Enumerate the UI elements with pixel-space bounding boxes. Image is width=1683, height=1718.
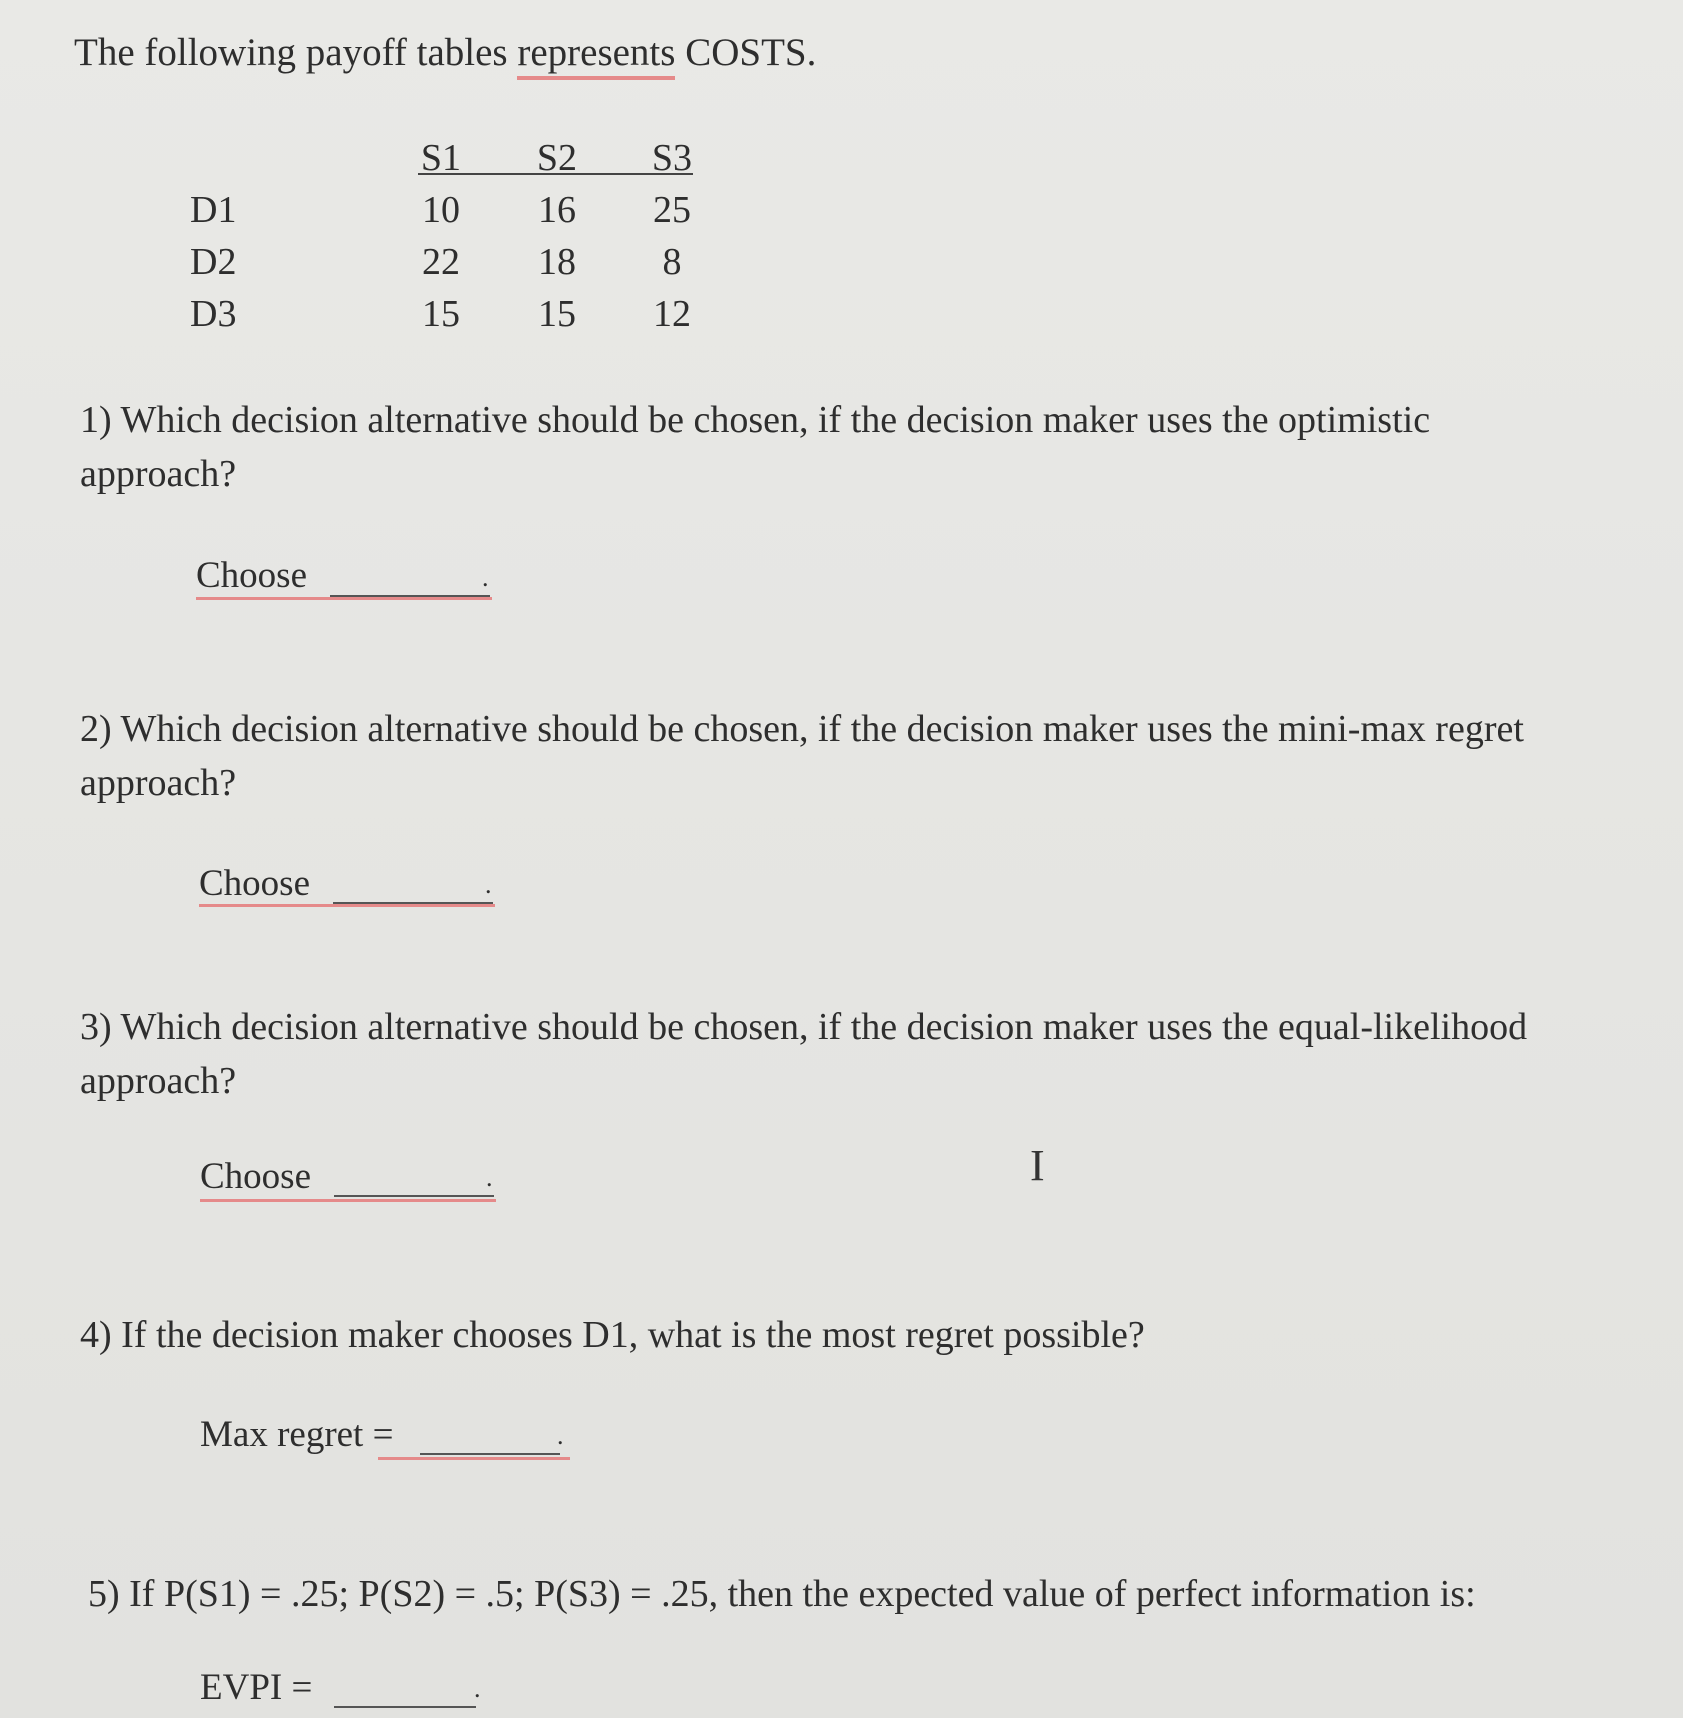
answer-4-spellcheck-underline	[378, 1457, 570, 1460]
cell-d1-s3: 25	[653, 189, 691, 231]
column-header-s1: S1	[420, 137, 462, 179]
answer-2-period: .	[485, 870, 492, 899]
column-header-s2: S2	[536, 137, 578, 179]
answer-3-blank[interactable]	[334, 1195, 494, 1197]
question-5-line1: 5) If P(S1) = .25; P(S2) = .5; P(S3) = .25, then the expected value of perfect information is:	[88, 1573, 1476, 1615]
question-3-line2: approach?	[80, 1060, 237, 1102]
text-cursor-icon: I	[1030, 1141, 1045, 1190]
answer-2-label: Choose	[199, 863, 310, 904]
answer-3-label: Choose	[200, 1156, 311, 1197]
answer-4-period: .	[557, 1421, 564, 1450]
column-header-s3: S3	[651, 137, 693, 179]
cell-d3-s2: 15	[538, 293, 576, 335]
question-4	[80, 1308, 1145, 1362]
answer-1-period: .	[482, 563, 489, 592]
answer-5-blank[interactable]	[334, 1706, 476, 1708]
cell-d3-s3: 12	[653, 293, 691, 335]
cell-d1-s2: 16	[538, 189, 576, 231]
question-4-line1: 4) If the decision maker chooses D1, what is the most regret possible?	[80, 1314, 1145, 1356]
answer-5-period: .	[474, 1674, 481, 1703]
row-label-d2: D2	[190, 241, 237, 283]
title-suffix: COSTS.	[685, 31, 817, 74]
question-2	[80, 702, 1524, 810]
answer-4-label: Max regret =	[200, 1414, 394, 1455]
answer-3-period: .	[486, 1163, 493, 1192]
cell-d2-s1: 22	[422, 241, 460, 283]
answer-1-label: Choose	[196, 555, 307, 596]
title-prefix: The following payoff tables	[74, 31, 508, 74]
cell-d2-s2: 18	[538, 241, 576, 283]
row-label-d1: D1	[190, 189, 237, 231]
cell-d1-s1: 10	[422, 189, 460, 231]
answer-2-spellcheck-underline	[199, 904, 495, 907]
question-3-line1: 3) Which decision alternative should be chosen, if the decision maker uses the equal-likelihood	[80, 1006, 1528, 1048]
question-2-line2: approach?	[80, 762, 237, 804]
cell-d3-s1: 15	[422, 293, 460, 335]
answer-4-blank[interactable]	[420, 1453, 560, 1455]
title-underlined-word: represents	[517, 31, 675, 80]
question-2-line1: 2) Which decision alternative should be chosen, if the decision maker uses the mini-max regret	[80, 708, 1524, 750]
answer-5-label: EVPI =	[200, 1667, 313, 1708]
answer-3-spellcheck-underline	[200, 1199, 496, 1202]
header-divider	[418, 173, 693, 175]
question-1	[80, 393, 1430, 501]
question-1-line2: approach?	[80, 453, 237, 495]
page-title	[74, 30, 816, 75]
row-label-d3: D3	[190, 293, 237, 335]
cell-d2-s3: 8	[662, 241, 682, 283]
question-5	[88, 1567, 1476, 1621]
question-3	[80, 1000, 1527, 1108]
answer-1-spellcheck-underline	[196, 597, 492, 600]
question-1-line1: 1) Which decision alternative should be chosen, if the decision maker uses the optimistic	[80, 399, 1431, 441]
